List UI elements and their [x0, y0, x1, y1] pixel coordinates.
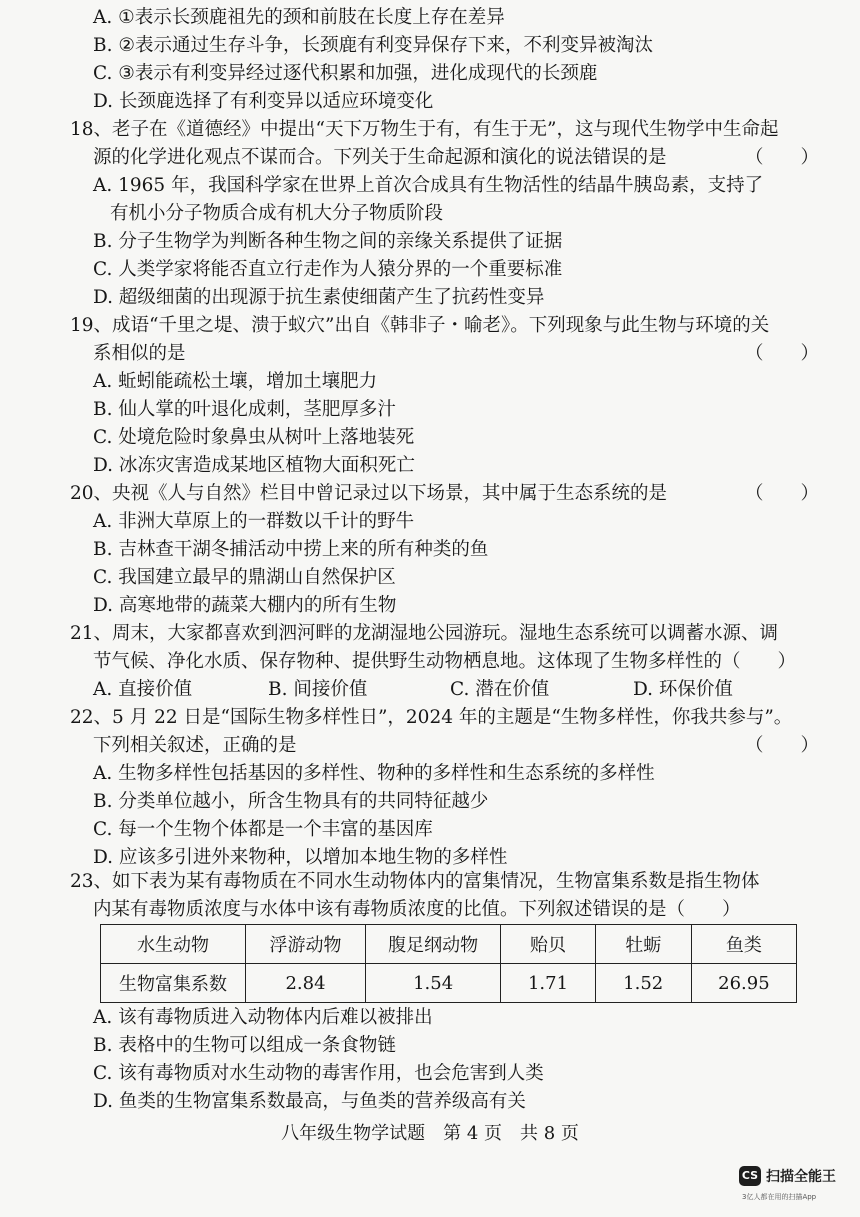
q22-stem-line2: 下列相关叙述，正确的是	[93, 735, 297, 756]
q23-option-b: B. 表格中的生物可以组成一条食物链	[93, 1035, 396, 1056]
q19-answer-paren: （ ）	[745, 343, 820, 364]
q18-option-c: C. 人类学家将能否直立行走作为人猿分界的一个重要标准	[93, 259, 563, 280]
q20-option-a: A. 非洲大草原上的一群数以千计的野牛	[93, 511, 415, 532]
q20-option-b: B. 吉林查干湖冬捕活动中捞上来的所有种类的鱼	[93, 539, 489, 560]
watermark-app-name: 扫描全能王	[766, 1169, 836, 1185]
q18-stem-line1: 18、老子在《道德经》中提出“天下万物生于有，有生于无”，这与现代生物学中生命起	[70, 119, 779, 140]
q23-stem-line2: 内某有毒物质浓度与水体中该有毒物质浓度的比值。下列叙述错误的是（ ）	[93, 899, 741, 920]
q21-option-d: D. 环保价值	[633, 679, 733, 700]
table-row	[101, 964, 797, 1003]
q17-option-a: A. ①表示长颈鹿祖先的颈和前肢在长度上存在差异	[93, 7, 505, 28]
q20-answer-paren: （ ）	[745, 483, 820, 504]
q19-stem-line2: 系相似的是	[93, 343, 186, 364]
q23-stem-line1: 23、如下表为某有毒物质在不同水生动物体内的富集情况，生物富集系数是指生物体	[70, 871, 760, 892]
q23-option-c: C. 该有毒物质对水生动物的毒害作用，也会危害到人类	[93, 1063, 544, 1084]
watermark-tagline: 3亿人都在用的扫描App	[742, 1193, 817, 1201]
q18-option-a: A. 1965 年，我国科学家在世界上首次合成具有生物活性的结晶牛胰岛素，支持了	[93, 175, 764, 196]
q22-option-d: D. 应该多引进外来物种，以增加本地生物的多样性	[93, 847, 508, 868]
table-cell: 生物富集系数	[101, 964, 246, 1003]
table-header-cell: 贻贝	[501, 925, 595, 964]
q18-answer-paren: （ ）	[745, 147, 820, 168]
table-cell: 1.71	[501, 964, 595, 1003]
q19-option-a: A. 蚯蚓能疏松土壤，增加土壤肥力	[93, 371, 378, 392]
q18-option-a-cont: 有机小分子物质合成有机大分子物质阶段	[110, 203, 444, 224]
table-header-cell: 浮游动物	[246, 925, 366, 964]
scanner-watermark	[739, 1166, 836, 1186]
q22-option-b: B. 分类单位越小，所含生物具有的共同特征越少	[93, 791, 489, 812]
table-header-cell: 腹足纲动物	[365, 925, 501, 964]
q17-option-c: C. ③表示有利变异经过逐代积累和加强，进化成现代的长颈鹿	[93, 63, 598, 84]
q18-option-d: D. 超级细菌的出现源于抗生素使细菌产生了抗药性变异	[93, 287, 545, 308]
q21-stem-line2: 节气候、净化水质、保存物种、提供野生动物栖息地。这体现了生物多样性的（ ）	[93, 651, 797, 672]
table-cell: 26.95	[691, 964, 796, 1003]
q19-option-d: D. 冰冻灾害造成某地区植物大面积死亡	[93, 455, 415, 476]
camscanner-logo-icon: CS	[739, 1166, 761, 1186]
q17-option-d: D. 长颈鹿选择了有利变异以适应环境变化	[93, 91, 434, 112]
q20-stem: 20、央视《人与自然》栏目中曾记录过以下场景，其中属于生态系统的是	[70, 483, 668, 504]
q22-stem-line1: 22、5 月 22 日是“国际生物多样性日”，2024 年的主题是“生物多样性，你我共参与”。	[70, 707, 793, 728]
q21-option-c: C. 潜在价值	[450, 679, 550, 700]
table-cell: 1.54	[365, 964, 501, 1003]
page-footer: 八年级生物学试题 第 4 页 共 8 页	[281, 1123, 579, 1144]
q21-stem-line1: 21、周末，大家都喜欢到泗河畔的龙湖湿地公园游玩。湿地生态系统可以调蓄水源、调	[70, 623, 779, 644]
q23-option-d: D. 鱼类的生物富集系数最高，与鱼类的营养级高有关	[93, 1091, 526, 1112]
bioaccumulation-table	[100, 924, 797, 1003]
table-cell: 2.84	[246, 964, 366, 1003]
q19-option-c: C. 处境危险时象鼻虫从树叶上落地装死	[93, 427, 415, 448]
table-header-cell: 鱼类	[691, 925, 796, 964]
q17-option-b: B. ②表示通过生存斗争，长颈鹿有利变异保存下来，不利变异被淘汰	[93, 35, 653, 56]
q19-stem-line1: 19、成语“千里之堤、溃于蚁穴”出自《韩非子・喻老》。下列现象与此生物与环境的关	[70, 315, 770, 336]
table-cell: 1.52	[595, 964, 691, 1003]
q20-option-d: D. 高寒地带的蔬菜大棚内的所有生物	[93, 595, 397, 616]
q18-option-b: B. 分子生物学为判断各种生物之间的亲缘关系提供了证据	[93, 231, 563, 252]
table-header-row	[101, 925, 797, 964]
q22-answer-paren: （ ）	[745, 735, 820, 756]
q21-option-b: B. 间接价值	[268, 679, 368, 700]
q18-stem-line2: 源的化学进化观点不谋而合。下列关于生命起源和演化的说法错误的是	[93, 147, 667, 168]
q19-option-b: B. 仙人掌的叶退化成刺，茎肥厚多汁	[93, 399, 396, 420]
q22-option-c: C. 每一个生物个体都是一个丰富的基因库	[93, 819, 433, 840]
table-header-cell: 牡蛎	[595, 925, 691, 964]
q21-option-a: A. 直接价值	[93, 679, 193, 700]
q20-option-c: C. 我国建立最早的鼎湖山自然保护区	[93, 567, 396, 588]
table-header-cell: 水生动物	[101, 925, 246, 964]
q23-option-a: A. 该有毒物质进入动物体内后难以被排出	[93, 1007, 433, 1028]
q22-option-a: A. 生物多样性包括基因的多样性、物种的多样性和生态系统的多样性	[93, 763, 655, 784]
